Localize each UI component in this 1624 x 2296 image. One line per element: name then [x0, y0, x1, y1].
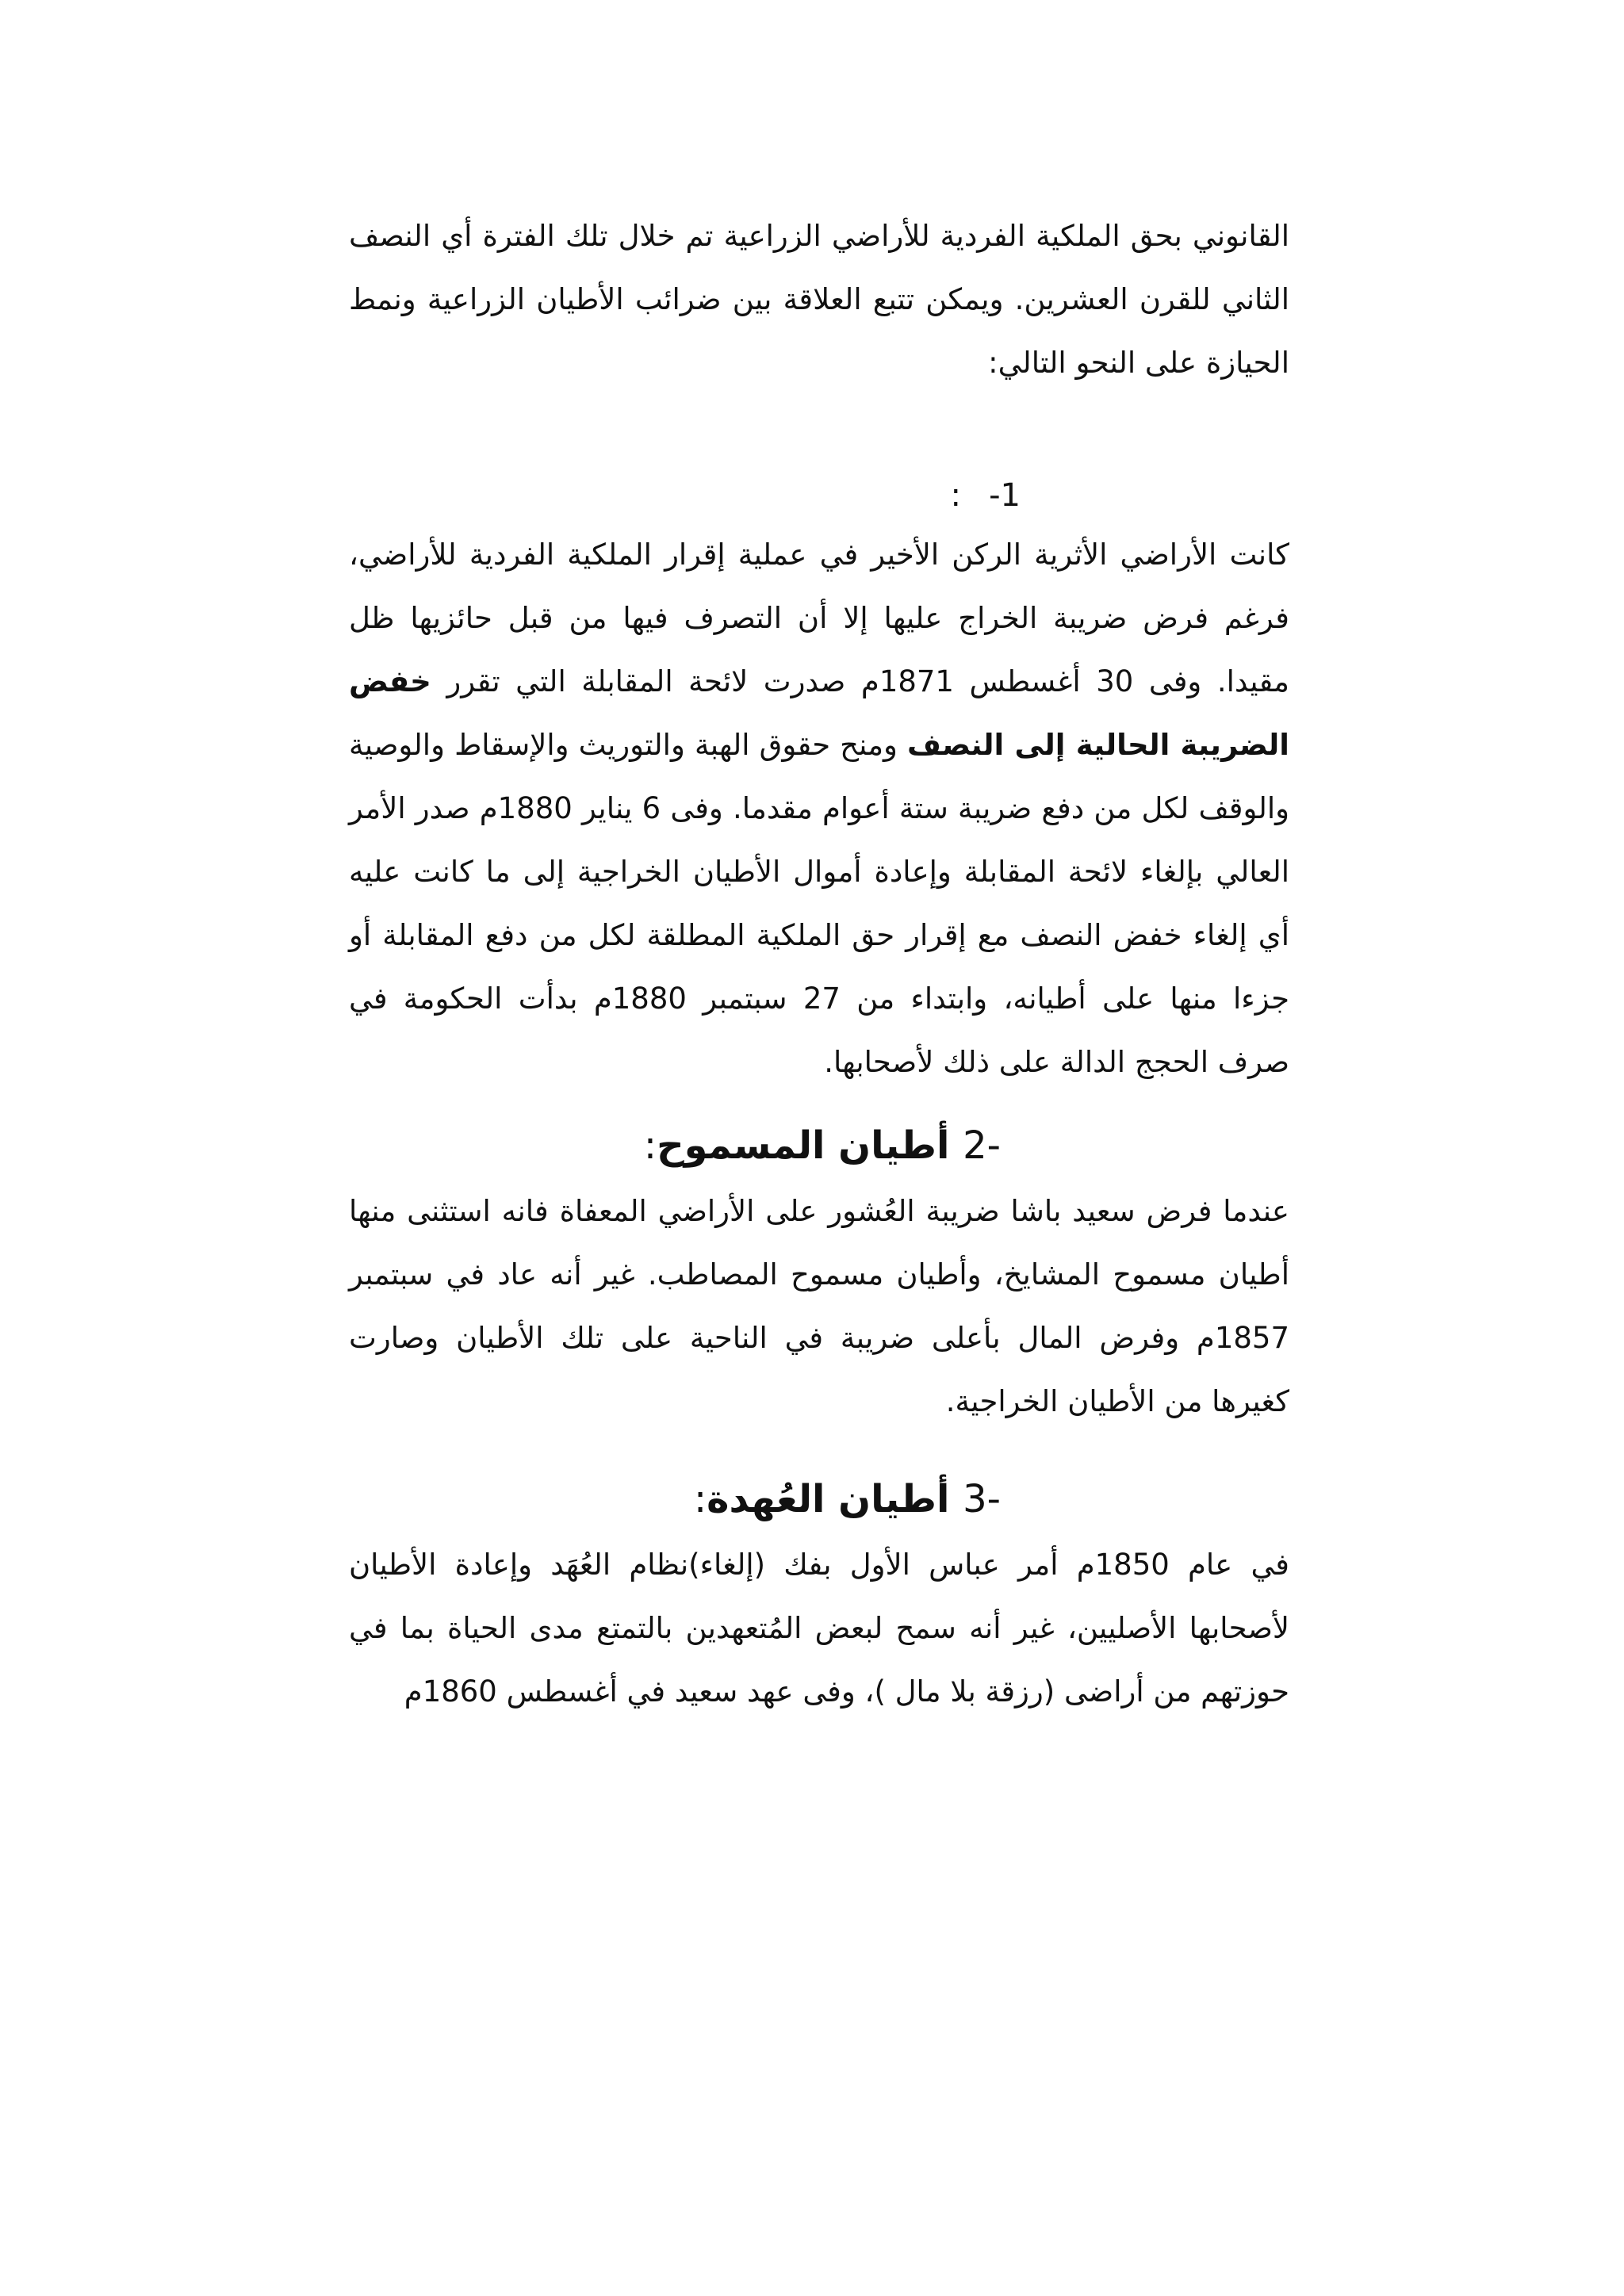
- section-1-number: -1: [989, 477, 1021, 514]
- spacer: [349, 1094, 1289, 1112]
- section-1-colon: :: [950, 477, 961, 514]
- section-3-colon: :: [693, 1477, 707, 1521]
- section-3-heading: [349, 1465, 1289, 1533]
- section-2-title: أطيان المسموح: [657, 1123, 950, 1168]
- document-page: [349, 205, 1289, 1724]
- spacer: [349, 395, 1289, 468]
- section-1-paragraph: [349, 523, 1289, 1094]
- section-1-text-start: كانت الأراضي الأثرية الركن الأخير في عملية إقرار الملكية الفردية للأراضي، فرغم فرض ضريبة الخراج عليها إلا أن التصرف فيها من قبل حائزيها ظل مقيدا. وفى 30 أغسطس 1871م صدرت لائحة المقابلة التي تقرر: [349, 538, 1289, 698]
- spacer: [349, 1433, 1289, 1465]
- section-3-number: -3: [963, 1477, 1001, 1521]
- section-2-number: -2: [963, 1123, 1001, 1168]
- section-1-text-end: ومنح حقوق الهبة والتوريث والإسقاط والوصية والوقف لكل من دفع ضريبة ستة أعوام مقدما. وفى 6 يناير 1880م صدر الأمر العالي بإلغاء لائحة المقابلة وإعادة أموال الأطيان الخراجية إلى ما كانت عليه أي إلغاء خفض النصف مع إقرار حق الملكية المطلقة لكل من دفع المقابلة أو جزءا منها على أطيانه، وابتداء من 27 سبتمبر 1880م بدأت الحكومة في صرف الحجج الدالة على ذلك لأصحابها.: [349, 728, 1289, 1079]
- section-2-colon: :: [643, 1123, 657, 1168]
- section-2-paragraph: عندما فرض سعيد باشا ضريبة العُشور على الأراضي المعفاة فانه استثنى منها أطيان مسموح المشايخ، وأطيان مسموح المصاطب. غير أنه عاد في سبتمبر 1857م وفرض المال بأعلى ضريبة في الناحية على تلك الأطيان وصارت كغيرها من الأطيان الخراجية.: [349, 1194, 1289, 1418]
- section-1-heading: [349, 468, 1289, 523]
- intro-paragraph: القانوني بحق الملكية الفردية للأراضي الزراعية تم خلال تلك الفترة أي النصف الثاني للقرن العشرين. ويمكن تتبع العلاقة بين ضرائب الأطيان الزراعية ونمط الحيازة على النحو التالي:: [349, 219, 1289, 380]
- section-3-title: أطيان العُهدة: [707, 1477, 950, 1521]
- section-3-paragraph: في عام 1850م أمر عباس الأول بفك (إلغاء)نظام العُهَد وإعادة الأطيان لأصحابها الأصليين، غير أنه سمح لبعض المُتعهدين بالتمتع مدى الحياة بما في حوزتهم من أراضى (رزقة بلا مال )، وفى عهد سعيد في أغسطس 1860م: [349, 1548, 1289, 1709]
- section-1-bold-phrase: خفض الضريبة الحالية إلى النصف: [349, 664, 1289, 762]
- section-2-heading: [349, 1112, 1289, 1180]
